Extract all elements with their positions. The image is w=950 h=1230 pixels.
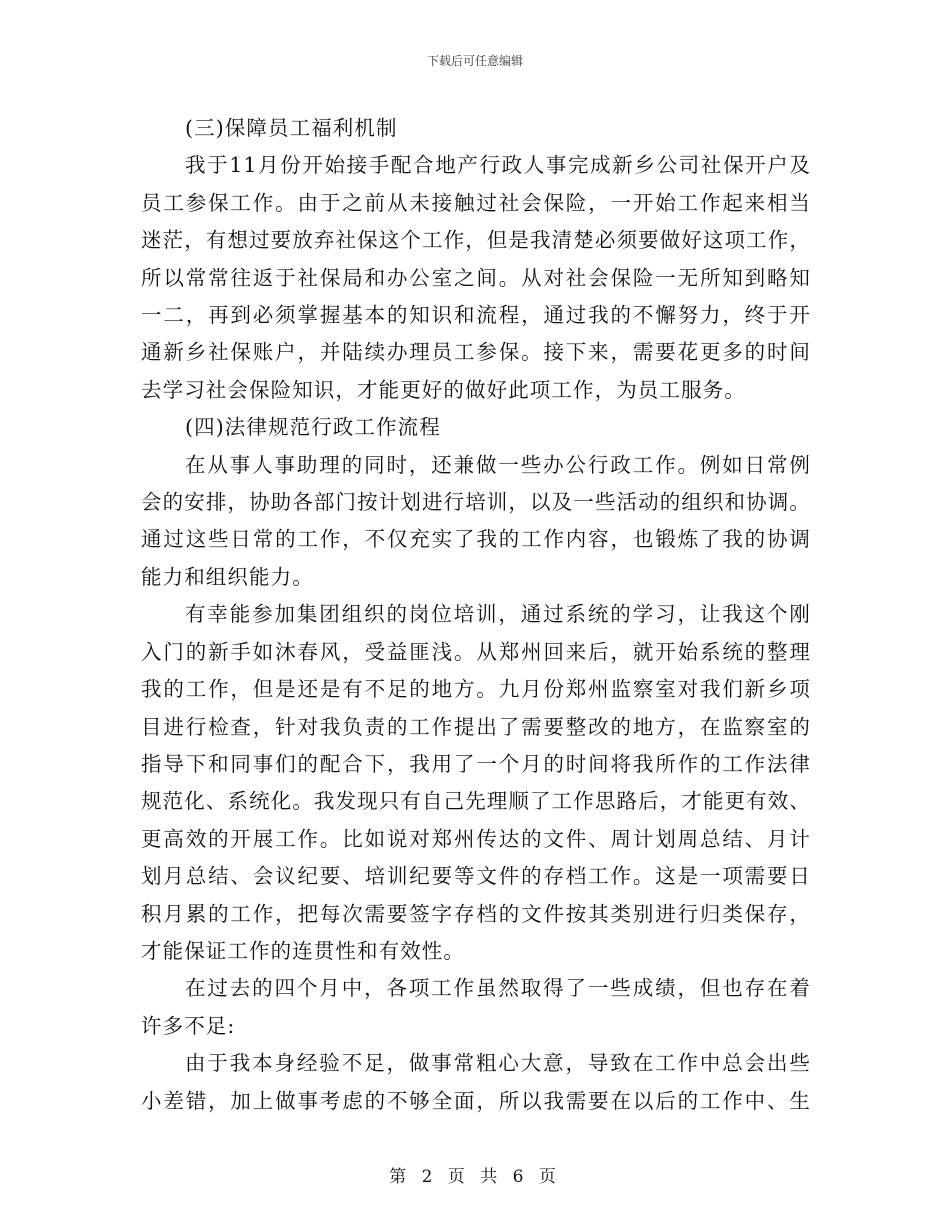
paragraph-line: 在从事人事助理的同时，还兼做一些办公行政工作。例如日常例 xyxy=(185,452,811,477)
paragraph-line: 积月累的工作，把每次需要签字存档的文件按其类别进行归类保存， xyxy=(141,901,811,926)
paragraph-line: 入门的新手如沐春风，受益匪浅。从郑州回来后，就开始系统的整理 xyxy=(141,639,811,664)
paragraph-line: 我于11月份开始接手配合地产行政人事完成新乡公司社保开户及 xyxy=(185,153,811,178)
paragraph-line: 更高效的开展工作。比如说对郑州传达的文件、周计划周总结、月计 xyxy=(141,826,811,851)
paragraph-line: 小差错，加上做事考虑的不够全面，所以我需要在以后的工作中、生 xyxy=(141,1088,811,1113)
paragraph-line: 能力和组织能力。 xyxy=(141,564,314,589)
paragraph-line: 去学习社会保险知识，才能更好的做好此项工作，为员工服务。 xyxy=(141,377,746,402)
paragraph-line: 所以常常往返于社保局和办公室之间。从对社会保险一无所知到略知 xyxy=(141,265,811,290)
paragraph-line: 目进行检查，针对我负责的工作提出了需要整改的地方，在监察室的 xyxy=(141,714,811,739)
paragraph-line: 我的工作，但是还是有不足的地方。九月份郑州监察室对我们新乡项 xyxy=(141,677,811,702)
paragraph-line: 通新乡社保账户，并陆续办理员工参保。接下来，需要花更多的时间 xyxy=(141,340,811,365)
paragraph-line: 划月总结、会议纪要、培训纪要等文件的存档工作。这是一项需要日 xyxy=(141,864,811,889)
page-footer: 第 2 页 共 6 页 xyxy=(389,1167,561,1187)
paragraph-line: 员工参保工作。由于之前从未接触过社会保险，一开始工作起来相当 xyxy=(141,190,811,215)
paragraph-line: 由于我本身经验不足，做事常粗心大意，导致在工作中总会出些 xyxy=(185,1051,811,1076)
paragraph-line: 有幸能参加集团组织的岗位培训，通过系统的学习，让我这个刚 xyxy=(185,602,811,627)
document-body xyxy=(141,110,811,1120)
paragraph-line: 迷茫，有想过要放弃社保这个工作，但是我清楚必须要做好这项工作， xyxy=(141,228,811,253)
section-heading: (三)保障员工福利机制 xyxy=(185,116,398,140)
paragraph-line: 指导下和同事们的配合下，我用了一个月的时间将我所作的工作法律 xyxy=(141,751,811,776)
paragraph-line: 规范化、系统化。我发现只有自己先理顺了工作思路后，才能更有效、 xyxy=(141,789,811,814)
section-heading: (四)法律规范行政工作流程 xyxy=(185,415,441,440)
paragraph-line: 通过这些日常的工作，不仅充实了我的工作内容，也锻炼了我的协调 xyxy=(141,527,811,552)
paragraph-line: 在过去的四个月中，各项工作虽然取得了一些成绩，但也存在着 xyxy=(185,976,811,1001)
paragraph-line: 会的安排，协助各部门按计划进行培训，以及一些活动的组织和协调。 xyxy=(141,490,811,515)
paragraph-line: 一二，再到必须掌握基本的知识和流程，通过我的不懈努力，终于开 xyxy=(141,303,811,328)
paragraph-line: 许多不足: xyxy=(141,1013,236,1038)
paragraph-line: 才能保证工作的连贯性和有效性。 xyxy=(141,938,465,963)
page-header: 下载后可任意编辑 xyxy=(426,54,523,68)
